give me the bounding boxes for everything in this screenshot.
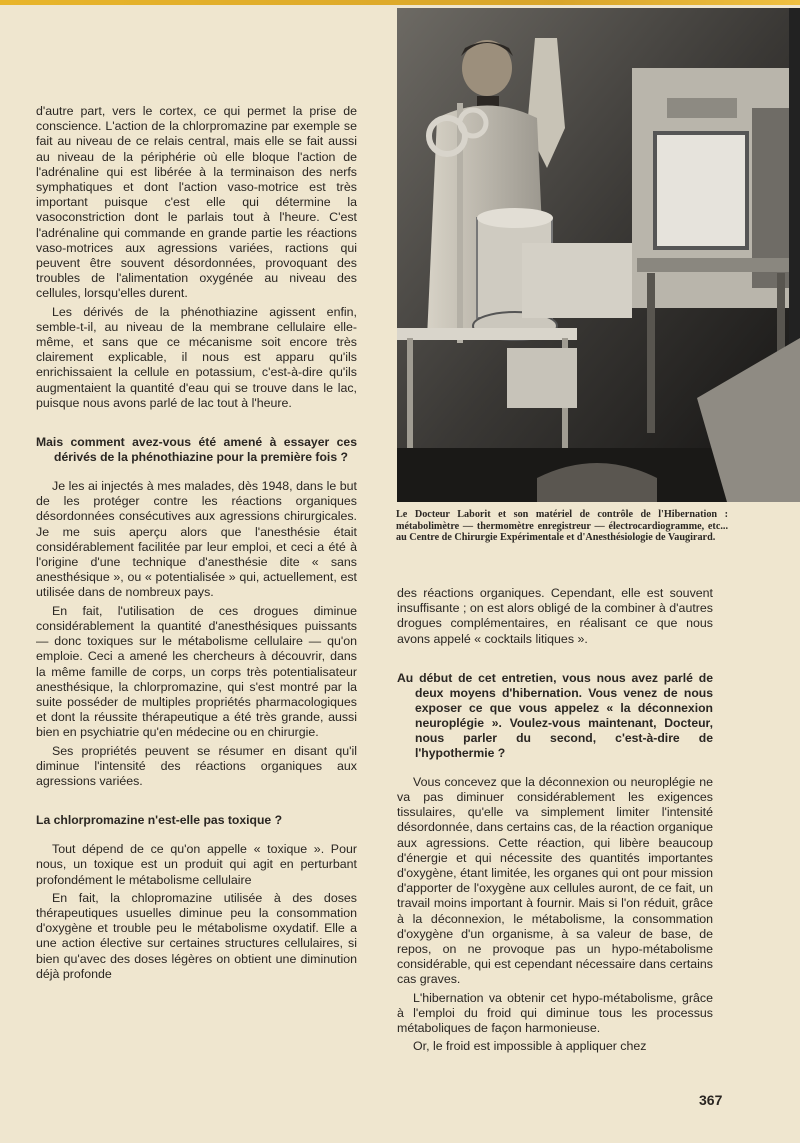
- paragraph: Tout dépend de ce qu'on appelle « toxique ». Pour nous, un toxique est un produit qui agit en perturbant profondément le métabolisme cellulaire: [36, 842, 357, 887]
- paragraph: Vous concevez que la déconnexion ou neuroplégie ne va pas diminuer considérablement les exigences tissulaires, qu'elle va simplement limiter l'intensité désordonnée, dans certains cas, de la réaction organique aux agressions. Cette réaction, qui libère beaucoup d'énergie et qui nécessite des quantités importantes d'oxygène, étant limitée, les organes qui ont pour mission d'apporter de l'oxygène aux cellules auront, de ce fait, un travail moins important à fournir. Mais si l'on réduit, grâce à la déconnexion, le métabolisme, la consommation d'oxygène d'un organisme, à sa valeur de base, de repos, on ne provoque pas un hypo-métabolisme considérable, qui est cependant nécessaire dans certains cas graves.: [397, 774, 713, 987]
- left-column: [36, 104, 357, 985]
- paragraph: Je les ai injectés à mes malades, dès 1948, dans le but de les protéger contre les réactions organiques désordonnées consécutives aux agressions chirurgicales. Je me suis aperçu alors que l'anesthésie était considérablement facilitée par leur emploi, et ceci a été à l'origine d'une technique d'anesthésie dite « sans anesthésique », ou « potentialisée » qui, actuellement, est utilisée dans de nombreux pays.: [36, 479, 357, 600]
- top-color-stripe: [0, 0, 800, 5]
- interview-question: Au début de cet entretien, vous nous avez parlé de deux moyens d'hibernation. Vous venez de nous exposer ce que vous appelez « la déconnexion neuroplégie ». Voulez-vous maintenant, Docteur, nous parler du second, c'est-à-dire de l'hypothermie ?: [397, 670, 713, 760]
- right-column: [397, 586, 713, 1057]
- paragraph: L'hibernation va obtenir cet hypo-métabolisme, grâce à l'emploi du froid qui diminue tous les processus métaboliques de façon harmonieuse.: [397, 990, 713, 1036]
- paragraph: Ses propriétés peuvent se résumer en disant qu'il diminue l'intensité des réactions organiques aux agressions variées.: [36, 743, 357, 788]
- photo-illustration: [397, 8, 800, 502]
- interview-question: La chlorpromazine n'est-elle pas toxique ?: [36, 813, 283, 828]
- paragraph: En fait, la chlopromazine utilisée à des doses thérapeutiques usuelles diminue peu la consommation d'oxygène et trouble peu le métabolisme oxydatif. Elle a une action élective sur certaines structures cellulaires, si bien qu'avec des doses légères on obtient une diminution déjà profonde: [36, 890, 357, 981]
- photo-caption: Le Docteur Laborit et son matériel de contrôle de l'Hibernation : métabolimètre — thermomètre enregistreur — électrocardiogramme, etc... au Centre de Chirurgie Expérimentale et d'Anesthésiologie de Vaugirard.: [396, 509, 728, 544]
- paragraph: des réactions organiques. Cependant, elle est souvent insuffisante ; on est alors obligé de la combiner à d'autres drogues complémentaires, en réalisant ce que nous avons appelé « cocktails litiques ».: [397, 586, 713, 646]
- paragraph: Or, le froid est impossible à appliquer chez: [413, 1039, 647, 1054]
- interview-question: Mais comment avez-vous été amené à essayer ces dérivés de la phénothiazine pour la première fois ?: [36, 435, 357, 465]
- paragraph: Les dérivés de la phénothiazine agissent enfin, semble-t-il, au niveau de la membrane cellulaire elle-même, et sans que ce mécanisme soit encore très clairement explicable, il nous est apparu qu'ils enrichissaient la cellule en potassium, c'est-à-dire qu'ils augmentaient la quantité d'eau qui se trouve dans le lac, puisque nous avons parlé de lac tout à l'heure.: [36, 304, 357, 410]
- page-number: 367: [699, 1092, 723, 1108]
- photo-laboratory: [397, 8, 800, 502]
- paragraph: En fait, l'utilisation de ces drogues diminue considérablement la quantité d'anesthésiques puissants — donc toxiques sur le métabolisme cellulaire — qu'on emploie. Ceci a amené les chercheurs à découvrir, dans la même famille de corps, un corps très potentialisateur anesthésique, la chlorpromazine, qui s'est montré par la suite posséder de multiples propriétés pharmacologiques et dont la réussite thérapeutique a été très grande, aussi bien en psychiatrie qu'en médecine ou en chirurgie.: [36, 603, 357, 740]
- paragraph: d'autre part, vers le cortex, ce qui permet la prise de conscience. L'action de la chlorpromazine par exemple se fait au niveau de ce relais central, mais elle se fait aussi au niveau de la périphérie où elle bloque l'action de l'adrénaline qui est libérée à la terminaison des nerfs symphatiques et dont l'action vaso-motrice est très important puisque c'est elle qui détermine la vasoconstriction dont le parlais tout à l'heure. C'est l'adrénaline qui commande en grande partie les réactions vaso-motrices aux agressions variées, ractions qui peuvent être souvent désordonnées, provoquant des troubles de l'alimentation oxygénée au niveau des cellules, lorsqu'elles durent.: [36, 104, 357, 301]
